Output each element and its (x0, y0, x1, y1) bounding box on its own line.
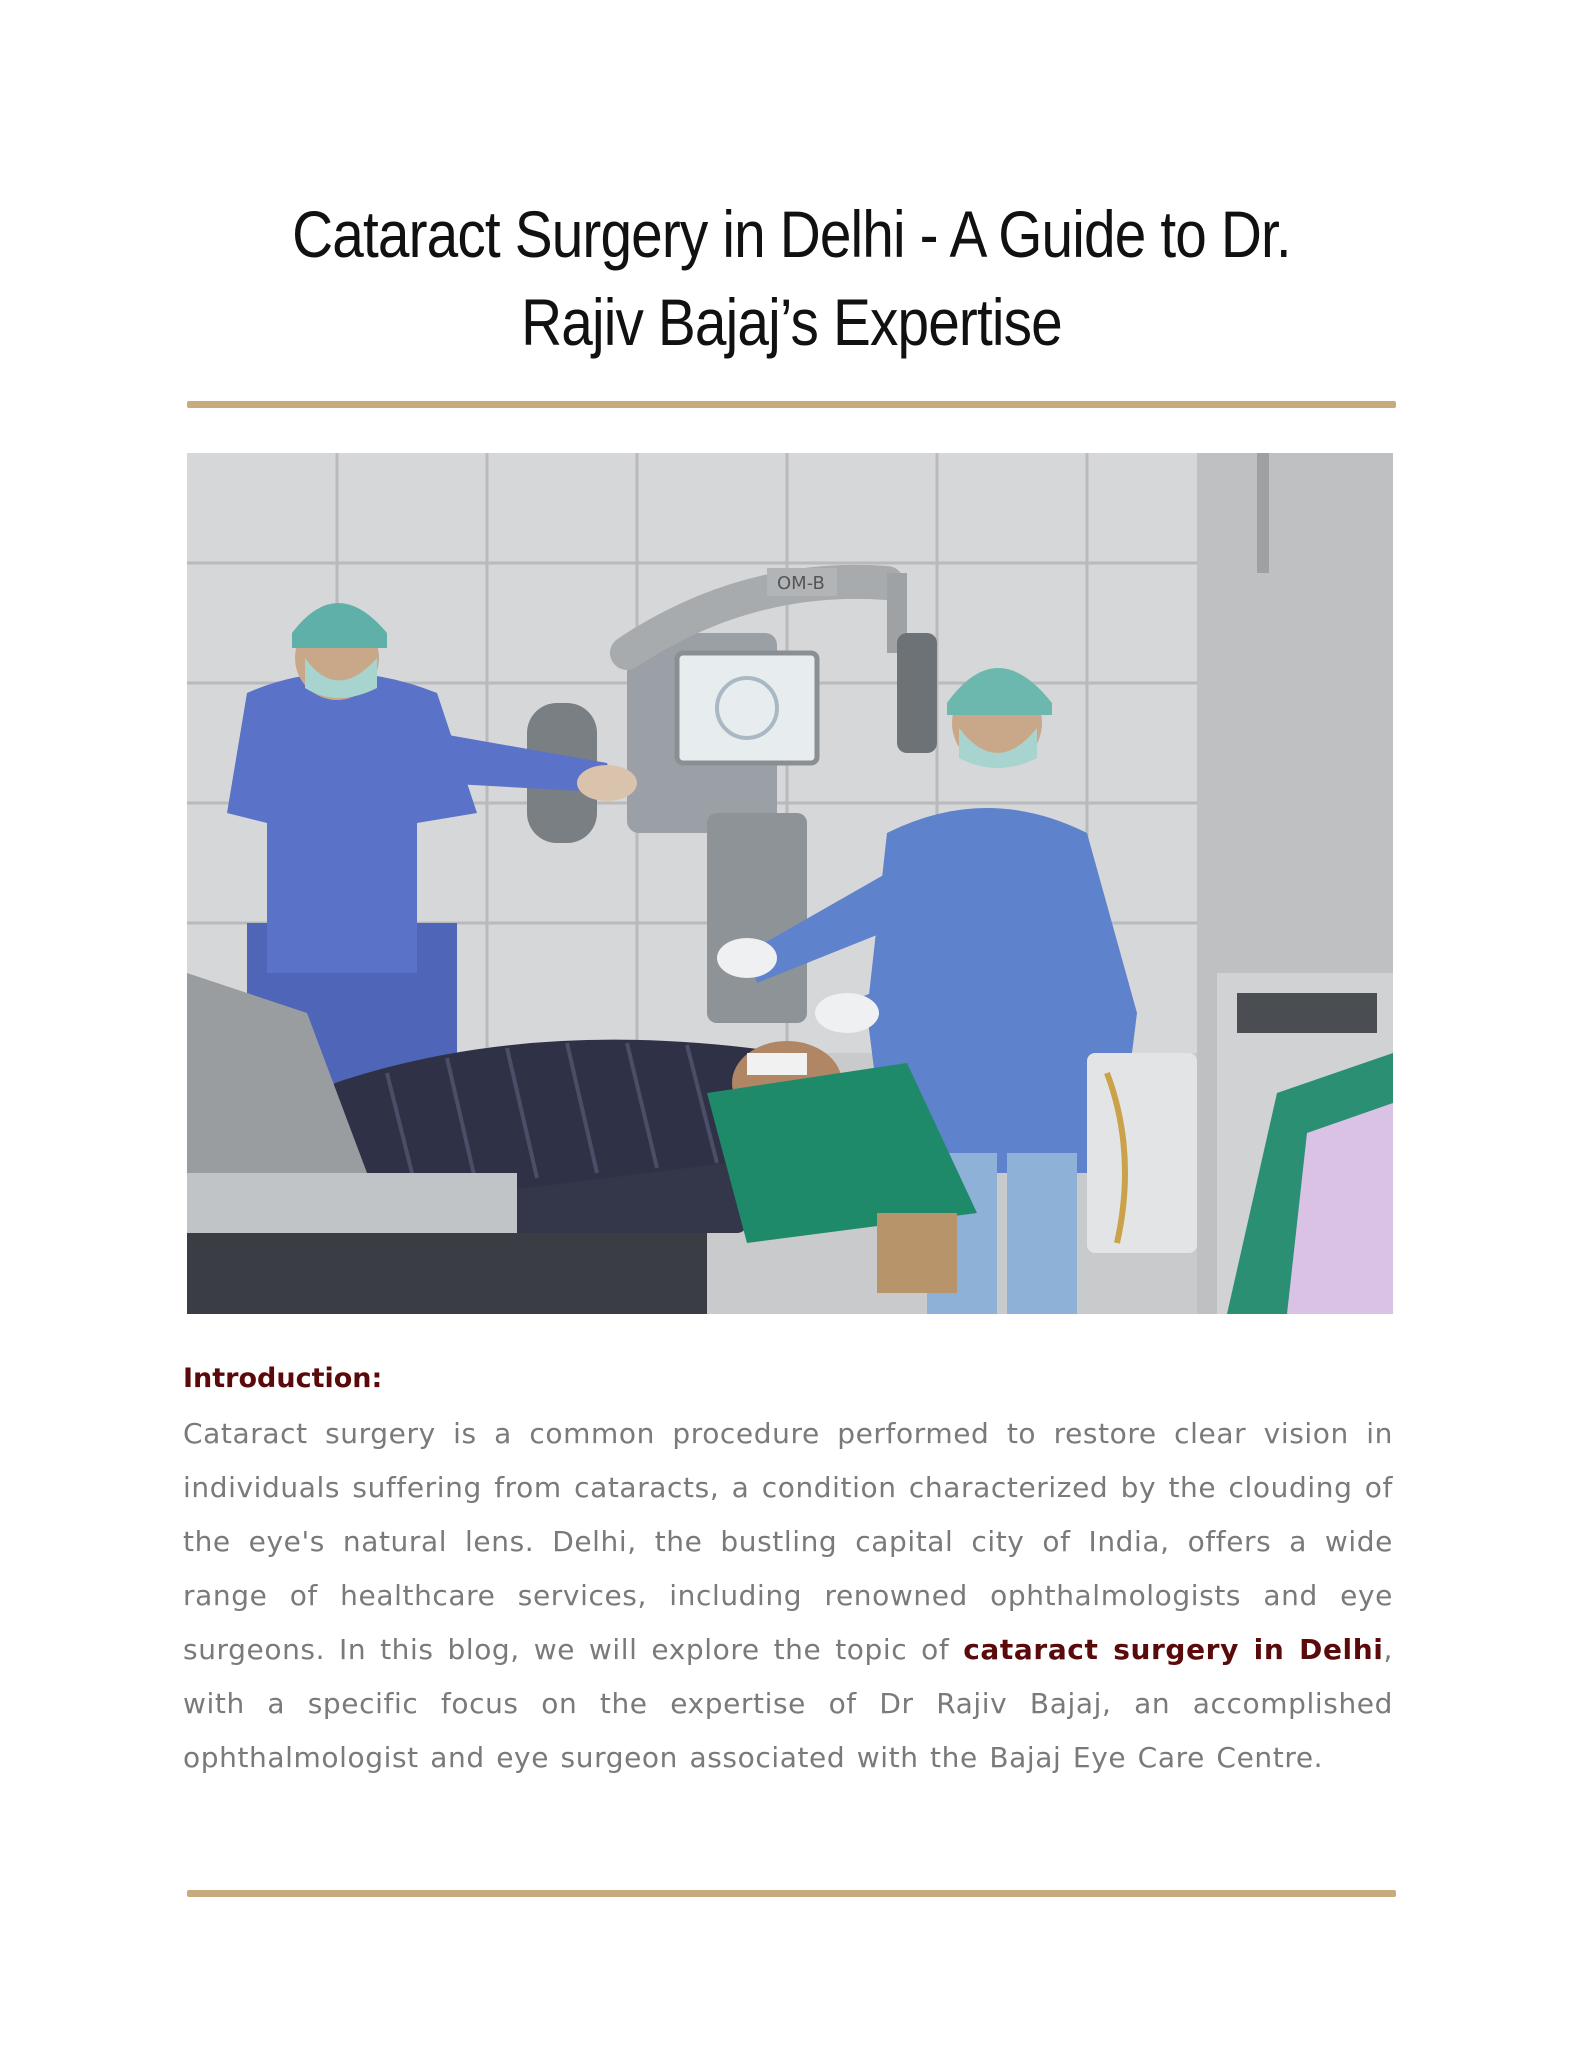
surgery-photo (187, 453, 1393, 1314)
intro-heading: Introduction: (183, 1363, 383, 1394)
intro-paragraph (183, 1407, 1393, 1785)
bottom-divider (187, 1890, 1396, 1897)
intro-text-before: Cataract surgery is a common procedure performed to restore clear vision in individuals suffering from cataracts, a condition characterized by the clouding of the eye's natural lens. Delhi, the bustling capital city of India, offers a wide range of healthcare services, including renowned ophthalmologists and eye surgeons. In this blog, we will explore the topic of (183, 1417, 1393, 1666)
page-title: Cataract Surgery in Delhi - A Guide to Dr. Rajiv Bajaj’s Expertise (292, 197, 1291, 359)
surgery-photo-illustration (187, 453, 1393, 1314)
intro-keyword-link[interactable]: cataract surgery in Delhi (963, 1633, 1384, 1666)
device-label: OM-B (777, 573, 825, 594)
top-divider (187, 401, 1396, 408)
intro-text-after: , with a specific focus on the expertise of Dr Rajiv Bajaj, an accomplished ophthalmologist and eye surgeon associated with the Bajaj Eye Care Centre. (183, 1633, 1393, 1774)
